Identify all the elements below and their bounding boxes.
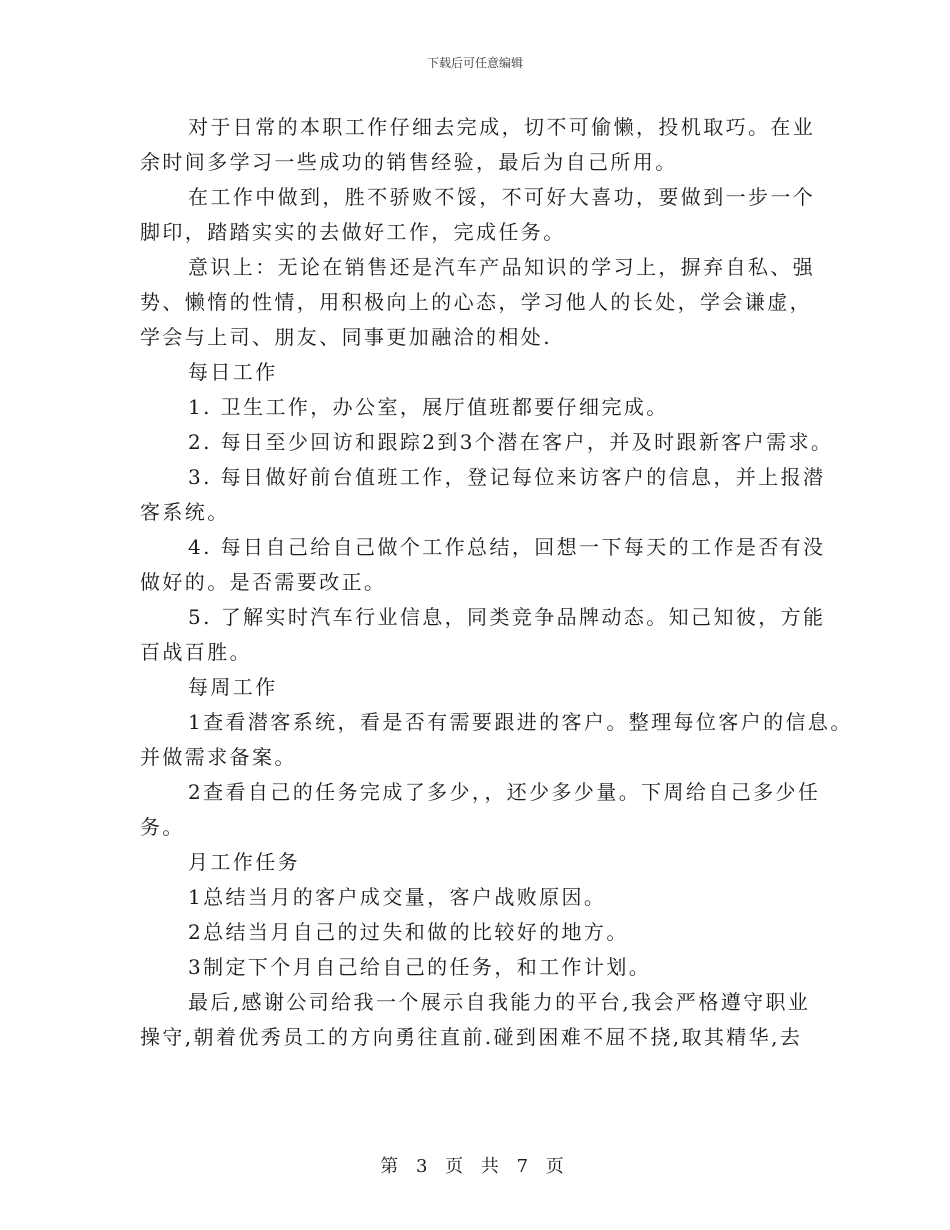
page-header: 下载后可任意编辑	[426, 56, 523, 70]
text-line: 5. 了解实时汽车行业信息，同类竞争品牌动态。知己知彼，方能	[188, 605, 826, 629]
text-line: 每周工作	[188, 675, 278, 699]
text-line: 1查看潜客系统，看是否有需要跟进的客户。整理每位客户的信息。	[188, 710, 853, 734]
paragraph	[140, 775, 820, 845]
text-line: 务。	[140, 815, 185, 839]
text-line: 最后,感谢公司给我一个展示自我能力的平台,我会严格遵守职业	[188, 990, 811, 1014]
paragraph	[140, 845, 820, 880]
text-line: 4. 每日自己给自己做个工作总结，回想一下每天的工作是否有没	[188, 535, 826, 559]
paragraph	[140, 180, 820, 250]
text-line: 对于日常的本职工作仔细去完成，切不可偷懒，投机取巧。在业	[188, 115, 816, 139]
text-line: 月工作任务	[188, 850, 300, 874]
text-line: 1. 卫生工作，办公室，展厅值班都要仔细完成。	[188, 395, 669, 419]
paragraph	[140, 390, 820, 425]
paragraph	[140, 950, 820, 985]
text-line: 余时间多学习一些成功的销售经验，最后为自己所用。	[140, 150, 678, 174]
paragraph	[140, 110, 820, 180]
paragraph	[140, 985, 820, 1055]
text-line: 在工作中做到，胜不骄败不馁，不可好大喜功，要做到一步一个	[188, 185, 816, 209]
paragraph	[140, 250, 820, 355]
text-line: 意识上：无论在销售还是汽车产品知识的学习上，摒弃自私、强	[188, 255, 816, 279]
text-line: 脚印，踏踏实实的去做好工作，完成任务。	[140, 220, 566, 244]
paragraph	[140, 670, 820, 705]
text-line: 客系统。	[140, 500, 230, 524]
text-line: 操守,朝着优秀员工的方向勇往直前.碰到困难不屈不挠,取其精华,去	[140, 1025, 803, 1049]
paragraph	[140, 915, 820, 950]
text-line: 势、懒惰的性情，用积极向上的心态，学习他人的长处，学会谦虚，	[140, 290, 812, 314]
page-number: 第 3 页 共 7 页	[380, 1156, 570, 1177]
text-line: 学会与上司、朋友、同事更加融洽的相处.	[140, 325, 552, 349]
text-line: 1总结当月的客户成交量，客户战败原因。	[188, 885, 607, 909]
paragraph	[140, 705, 853, 775]
paragraph	[140, 880, 820, 915]
paragraph	[140, 460, 826, 530]
paragraph	[140, 530, 826, 600]
paragraph	[140, 355, 820, 390]
text-line: 做好的。是否需要改正。	[140, 570, 387, 594]
text-line: 2. 每日至少回访和跟踪2到3个潜在客户，并及时跟新客户需求。	[188, 430, 834, 454]
text-line: 3. 每日做好前台值班工作，登记每位来访客户的信息，并上报潜	[188, 465, 826, 489]
document-body	[140, 110, 853, 1055]
text-line: 3制定下个月自己给自己的任务，和工作计划。	[188, 955, 652, 979]
text-line: 百战百胜。	[140, 640, 252, 664]
text-line: 并做需求备案。	[140, 745, 297, 769]
text-line: 每日工作	[188, 360, 278, 384]
text-line: 2总结当月自己的过失和做的比较好的地方。	[188, 920, 629, 944]
text-line: 2查看自己的任务完成了多少，，还少多少量。下周给自己多少任	[188, 780, 821, 804]
paragraph	[140, 600, 826, 670]
paragraph	[140, 425, 834, 460]
